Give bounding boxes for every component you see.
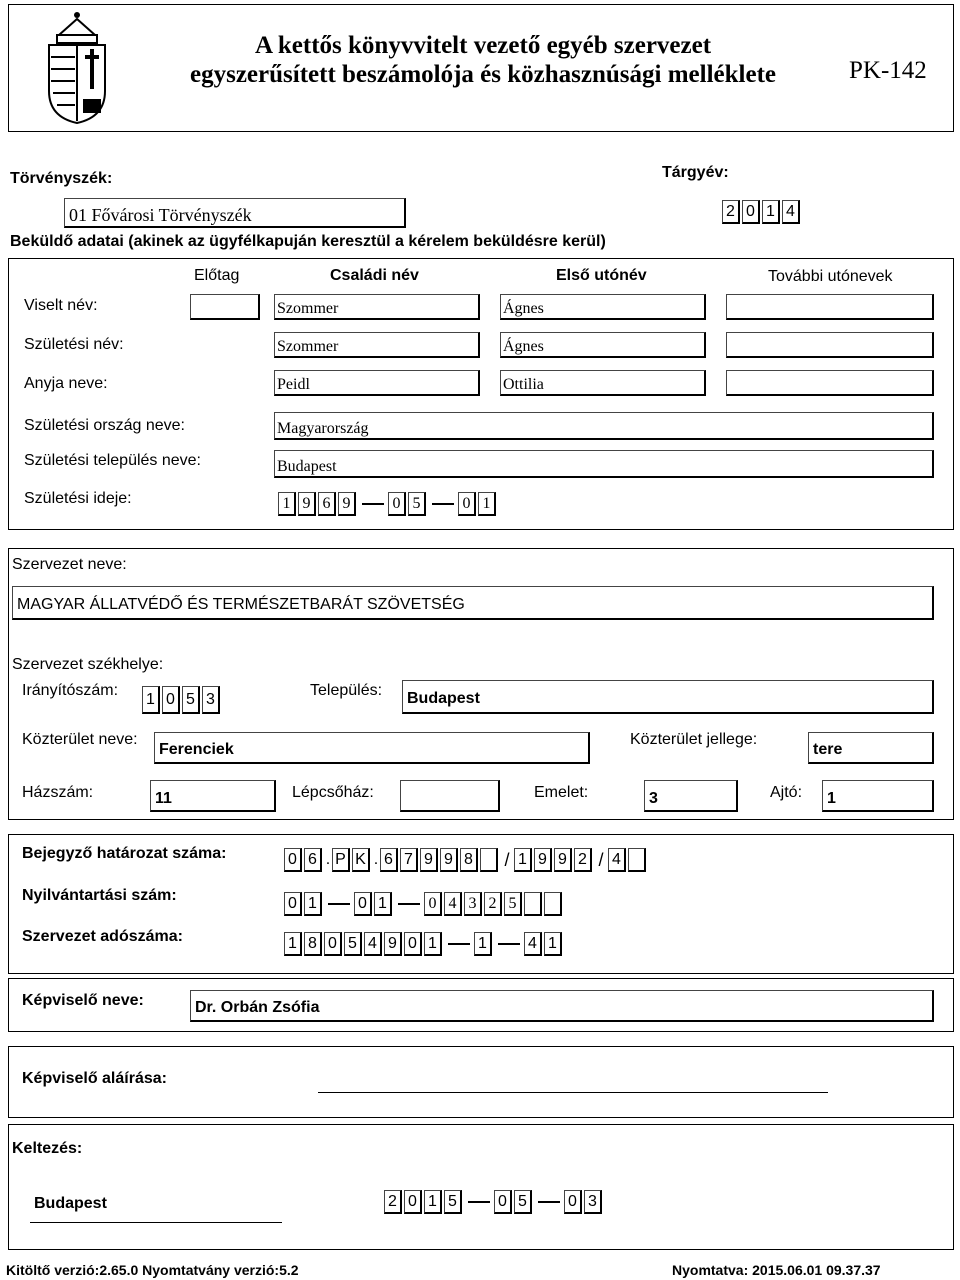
org-name-label: Szervezet neve: <box>12 556 127 573</box>
current-first-value: Ágnes <box>503 300 544 317</box>
rep-name-field[interactable] <box>190 990 934 1022</box>
digit-cell[interactable]: 1 <box>424 932 442 956</box>
mother-first-value: Ottilia <box>503 376 544 393</box>
digit-cell[interactable]: 4 <box>782 200 800 224</box>
digit-cell[interactable]: 1 <box>762 200 780 224</box>
floor-field[interactable] <box>644 780 738 812</box>
birth-first-value: Ágnes <box>503 338 544 355</box>
dated-dash <box>538 1201 560 1203</box>
digit-cell[interactable]: 5 <box>444 1190 462 1214</box>
rep-sign-label: Képviselő aláírása: <box>22 1070 167 1087</box>
city-field[interactable] <box>402 680 934 714</box>
mother-family-field[interactable] <box>274 370 480 396</box>
col-prefix: Előtag <box>194 267 240 284</box>
birth-family-field[interactable] <box>274 332 480 358</box>
birth-family-value: Szommer <box>277 338 339 355</box>
street-type-label: Közterület jellege: <box>630 731 758 748</box>
birth-country-label: Születési ország neve: <box>24 417 185 434</box>
current-prefix-field[interactable] <box>190 294 260 320</box>
dated-place[interactable]: Budapest <box>34 1195 107 1212</box>
digit-cell[interactable]: 0 <box>324 932 342 956</box>
digit-cell[interactable]: 1 <box>474 932 492 956</box>
digit-cell[interactable]: 9 <box>440 848 458 872</box>
digit-cell[interactable]: 2 <box>484 892 502 916</box>
street-value: Ferenciek <box>159 741 234 758</box>
birth-name-label: Születési név: <box>24 336 124 353</box>
digit-cell[interactable] <box>628 848 646 872</box>
reg-dash <box>398 903 420 905</box>
digit-cell[interactable]: 0 <box>388 492 406 516</box>
dated-date-cells[interactable] <box>384 1190 604 1214</box>
digit-cell[interactable]: 0 <box>564 1190 582 1214</box>
city-value: Budapest <box>407 690 480 707</box>
digit-cell[interactable]: 0 <box>494 1190 512 1214</box>
mother-more-field[interactable] <box>726 370 934 396</box>
mother-family-value: Peidl <box>277 376 310 393</box>
digit-cell[interactable]: 0 <box>424 892 442 916</box>
current-family-field[interactable] <box>274 294 480 320</box>
digit-cell[interactable]: 2 <box>722 200 740 224</box>
digit-cell[interactable]: 6 <box>380 848 398 872</box>
coat-of-arms-icon <box>37 9 117 127</box>
form-code: PK-142 <box>849 57 927 84</box>
digit-cell[interactable]: 1 <box>304 892 322 916</box>
zip-label: Irányítószám: <box>22 682 119 699</box>
digit-cell[interactable]: 1 <box>278 492 296 516</box>
separator-dot: . <box>325 851 331 868</box>
digit-cell[interactable]: 0 <box>458 492 476 516</box>
reg-cells[interactable] <box>284 892 564 916</box>
digit-cell[interactable]: 3 <box>464 892 482 916</box>
door-field[interactable] <box>822 780 934 812</box>
form-title-line2: egyszerűsített beszámolója és közhasznúsági melléklete <box>190 61 776 88</box>
current-first-field[interactable] <box>500 294 706 320</box>
digit-cell[interactable]: 1 <box>284 932 302 956</box>
tax-dash <box>498 943 520 945</box>
decision-label: Bejegyző határozat száma: <box>22 845 227 862</box>
digit-cell[interactable]: 5 <box>514 1190 532 1214</box>
city-label: Település: <box>310 682 383 699</box>
current-name-label: Viselt név: <box>24 297 98 314</box>
zip-cells[interactable] <box>142 686 222 714</box>
digit-cell[interactable]: 9 <box>534 848 552 872</box>
digit-cell[interactable]: 8 <box>304 932 322 956</box>
floor-label: Emelet: <box>534 784 589 801</box>
digit-cell[interactable]: 1 <box>374 892 392 916</box>
digit-cell[interactable]: 1 <box>544 932 562 956</box>
reg-label: Nyilvántartási szám: <box>22 887 177 904</box>
digit-cell[interactable]: 9 <box>554 848 572 872</box>
org-seat-label: Szervezet székhelye: <box>12 656 164 673</box>
court-field[interactable] <box>64 198 406 228</box>
rep-name-value: Dr. Orbán Zsófia <box>195 999 320 1016</box>
mother-name-label: Anyja neve: <box>24 375 108 392</box>
floor-value: 3 <box>649 790 658 807</box>
digit-cell[interactable]: 9 <box>338 492 356 516</box>
separator-slash: / <box>598 849 604 870</box>
form-title-line1: A kettős könyvvitelt vezető egyéb szervezet <box>254 32 712 59</box>
digit-cell[interactable] <box>524 892 542 916</box>
digit-cell[interactable]: P <box>332 848 350 872</box>
digit-cell[interactable]: 0 <box>404 932 422 956</box>
digit-cell[interactable]: 6 <box>304 848 322 872</box>
birth-first-field[interactable] <box>500 332 706 358</box>
digit-cell[interactable]: 4 <box>444 892 462 916</box>
court-label: Törvényszék: <box>10 170 113 187</box>
separator-slash: / <box>504 849 510 870</box>
digit-cell[interactable]: 1 <box>424 1190 442 1214</box>
tax-label: Szervezet adószáma: <box>22 928 183 945</box>
signature-line[interactable] <box>318 1092 828 1093</box>
digit-cell[interactable]: 9 <box>298 492 316 516</box>
birth-date-label: Születési ideje: <box>24 490 132 507</box>
date-dash <box>432 503 454 505</box>
col-first: Első utónév <box>556 267 647 284</box>
digit-cell[interactable]: 2 <box>384 1190 402 1214</box>
current-more-field[interactable] <box>726 294 934 320</box>
digit-cell[interactable]: 1 <box>142 686 160 714</box>
street-field[interactable] <box>154 732 590 764</box>
digit-cell[interactable]: 1 <box>514 848 532 872</box>
court-value: 01 Fővárosi Törvényszék <box>69 205 252 225</box>
date-dash <box>362 503 384 505</box>
digit-cell[interactable]: 5 <box>344 932 362 956</box>
birth-city-label: Születési település neve: <box>24 452 201 469</box>
digit-cell[interactable]: 4 <box>524 932 542 956</box>
footer-left: Kitöltő verzió:2.65.0 Nyomtatvány verzió:5.2 <box>6 1262 299 1278</box>
year-label: Tárgyév: <box>662 164 729 181</box>
birth-city-value: Budapest <box>277 458 337 475</box>
digit-cell[interactable]: 5 <box>504 892 522 916</box>
birth-more-field[interactable] <box>726 332 934 358</box>
house-field[interactable] <box>150 780 276 812</box>
birth-country-value: Magyarország <box>277 420 369 437</box>
digit-cell[interactable]: 0 <box>162 686 180 714</box>
digit-cell[interactable] <box>544 892 562 916</box>
street-type-value: tere <box>813 741 843 758</box>
form-title <box>133 31 833 89</box>
rep-name-label: Képviselő neve: <box>22 992 144 1009</box>
street-label: Közterület neve: <box>22 731 138 748</box>
digit-cell[interactable]: K <box>352 848 370 872</box>
digit-cell[interactable]: 4 <box>364 932 382 956</box>
digit-cell[interactable]: 3 <box>584 1190 602 1214</box>
dated-section <box>8 1124 954 1250</box>
digit-cell[interactable]: 0 <box>284 848 302 872</box>
col-more: További utónevek <box>768 268 893 285</box>
dated-dash <box>468 1201 490 1203</box>
org-name-field[interactable] <box>12 586 934 620</box>
digit-cell[interactable]: 0 <box>404 1190 422 1214</box>
dated-place-line <box>30 1222 282 1223</box>
digit-cell[interactable]: 8 <box>460 848 478 872</box>
birth-date-cells[interactable] <box>278 492 498 516</box>
digit-cell[interactable]: 5 <box>182 686 200 714</box>
stair-field[interactable] <box>400 780 500 812</box>
sender-label: Beküldő adatai (akinek az ügyfélkapuján keresztül a kérelem beküldésre kerül) <box>10 233 606 250</box>
stair-label: Lépcsőház: <box>292 784 374 801</box>
separator-dot: . <box>373 851 379 868</box>
org-name-value: MAGYAR ÁLLATVÉDŐ ÉS TERMÉSZETBARÁT SZÖVETSÉG <box>17 596 465 613</box>
digit-cell[interactable]: 1 <box>478 492 496 516</box>
decision-cells[interactable] <box>284 848 648 872</box>
birth-city-field[interactable] <box>274 450 934 478</box>
year-digits[interactable] <box>722 200 802 224</box>
door-value: 1 <box>827 790 836 807</box>
header <box>8 4 954 132</box>
digit-cell[interactable]: 3 <box>202 686 220 714</box>
street-type-field[interactable] <box>808 732 934 764</box>
digit-cell[interactable]: 4 <box>608 848 626 872</box>
house-label: Házszám: <box>22 784 94 801</box>
digit-cell[interactable]: 7 <box>400 848 418 872</box>
mother-first-field[interactable] <box>500 370 706 396</box>
digit-cell[interactable]: 9 <box>420 848 438 872</box>
digit-cell[interactable]: 2 <box>574 848 592 872</box>
digit-cell[interactable]: 0 <box>284 892 302 916</box>
col-family: Családi név <box>330 267 419 284</box>
digit-cell[interactable]: 5 <box>408 492 426 516</box>
birth-country-field[interactable] <box>274 412 934 440</box>
footer-right: Nyomtatva: 2015.06.01 09.37.37 <box>672 1262 881 1278</box>
reg-dash <box>328 903 350 905</box>
current-family-value: Szommer <box>277 300 339 317</box>
digit-cell[interactable] <box>480 848 498 872</box>
digit-cell[interactable]: 0 <box>354 892 372 916</box>
digit-cell[interactable]: 6 <box>318 492 336 516</box>
house-value: 11 <box>155 790 172 807</box>
tax-dash <box>448 943 470 945</box>
digit-cell[interactable]: 0 <box>742 200 760 224</box>
dated-label: Keltezés: <box>12 1140 83 1157</box>
tax-cells[interactable] <box>284 932 564 956</box>
digit-cell[interactable]: 9 <box>384 932 402 956</box>
door-label: Ajtó: <box>770 784 803 801</box>
